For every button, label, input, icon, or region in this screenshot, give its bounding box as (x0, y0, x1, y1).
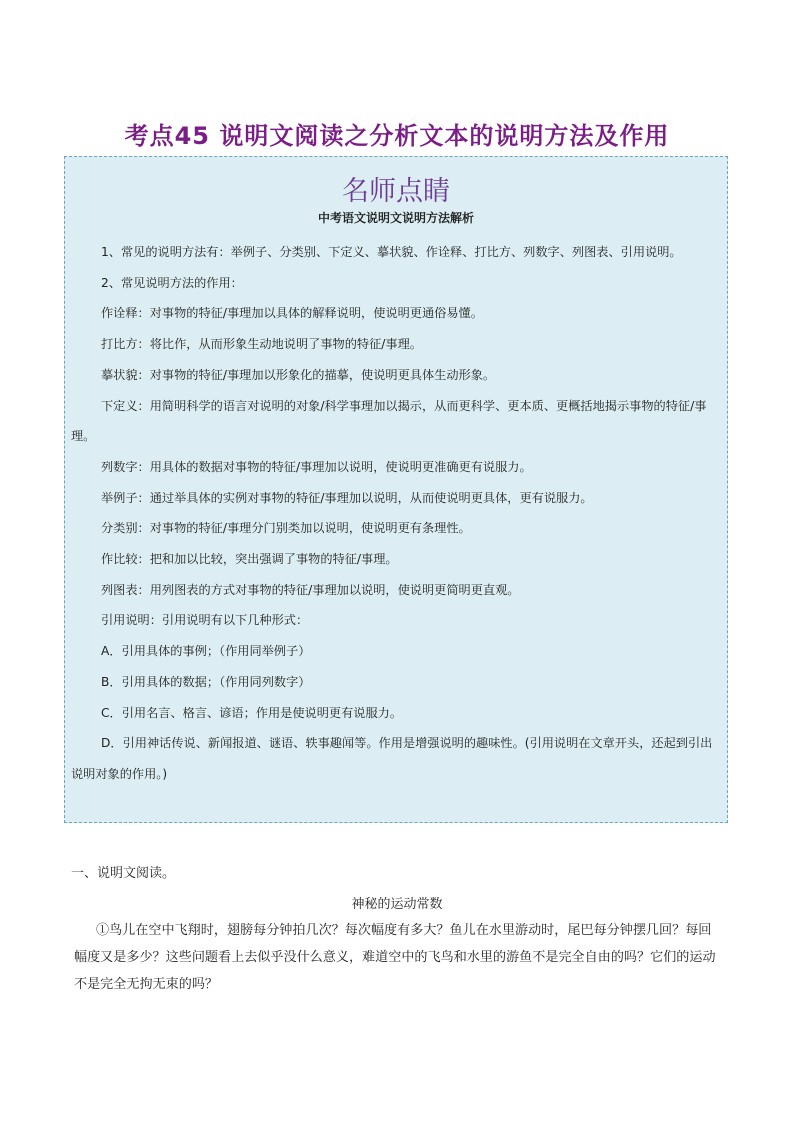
tip-line-quotation-b: B．引用具体的数据；（作用同列数字） (101, 674, 311, 689)
tip-line-metaphor: 打比方：将比作，从而形象生动地说明了事物的特征/事理。 (101, 337, 422, 352)
tip-line-comparison: 作比较：把和加以比较，突出强调了事物的特征/事理。 (101, 552, 398, 567)
tip-line-description: 摹状貌：对事物的特征/事理加以形象化的描摹，使说明更具体生动形象。 (101, 367, 496, 382)
tip-line-examples: 举例子：通过举具体的实例对事物的特征/事理加以说明，从而使说明更具体，更有说服力。 (101, 490, 593, 505)
article-title: 神秘的运动常数 (351, 897, 443, 912)
reading-section-label: 一、说明文阅读。 (71, 866, 176, 881)
tip-line-functions-heading: 2、常见说明方法的作用： (101, 275, 243, 290)
tip-line-quotation-heading: 引用说明：引用说明有以下几种形式： (101, 613, 309, 628)
tip-line-quotation-a: A．引用具体的事例；（作用同举例子） (101, 644, 311, 659)
article-paragraph: ①鸟儿在空中飞翔时，翅膀每分钟拍几次？每次幅度有多大？鱼儿在水里游动时，尾巴每分钟摆几回？每回幅度又是多少？这些问题看上去似乎没什么意义，难道空中的飞鸟和水里的游鱼不是完全自由的吗？它们的运动不是完全无拘无束的吗？ (74, 923, 716, 992)
page-title: 考点45 说明文阅读之分析文本的说明方法及作用 (124, 122, 670, 150)
tip-line-definition: 下定义：用简明科学的语言对说明的对象/科学事理加以揭示，从而更科学、更本质、更概括地揭示事物的特征/事理。 (71, 398, 707, 444)
tip-line-quotation-d: D．引用神话传说、新闻报道、谜语、轶事趣闻等。作用是增强说明的趣味性。(引用说明在文章开头，还起到引出说明对象的作用。) (71, 736, 713, 781)
teacher-tip-box (64, 156, 728, 823)
tip-line-charts: 列图表：用列图表的方式对事物的特征/事理加以说明，使说明更简明更直观。 (101, 582, 520, 597)
tip-line-classification: 分类别：对事物的特征/事理分门别类加以说明，使说明更有条理性。 (101, 521, 471, 536)
tip-line-numbers: 列数字：用具体的数据对事物的特征/事理加以说明，使说明更准确更有说服力。 (101, 459, 532, 474)
tip-line-quotation-c: C．引用名言、格言、谚语；作用是使说明更有说服力。 (101, 705, 403, 720)
tip-line-methods-list: 1、常见的说明方法有：举例子、分类别、下定义、摹状貌、作诠释、打比方、列数字、列图表、引用说明。 (101, 245, 682, 259)
tip-box-subheading: 中考语文说明文说明方法解析 (317, 211, 474, 225)
tip-line-interpretation: 作诠释：对事物的特征/事理加以具体的解释说明，使说明更通俗易懂。 (101, 306, 483, 321)
tip-lines (71, 237, 721, 790)
tip-box-heading: 名师点睛 (342, 176, 450, 207)
